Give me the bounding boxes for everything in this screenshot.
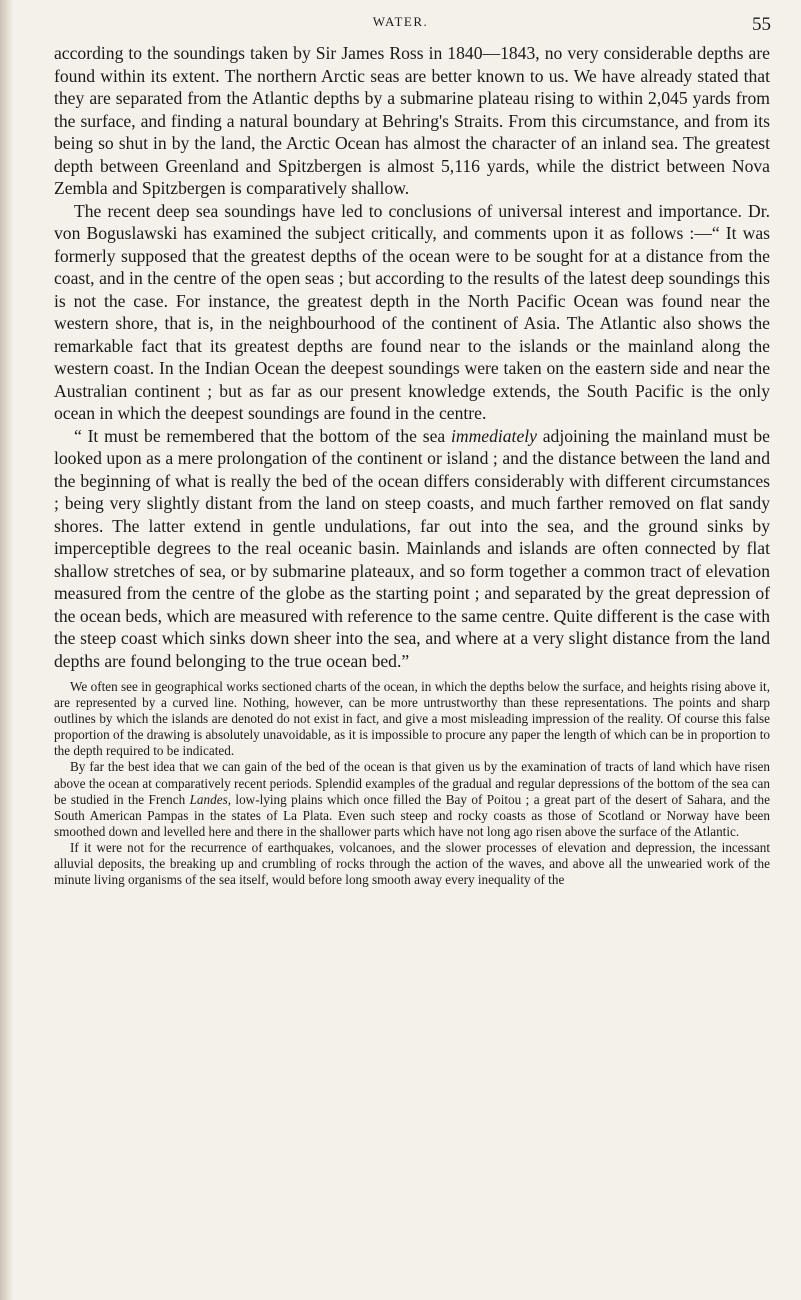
paragraph-3-text-b: adjoining the mainland must be looked upon as a mere prolongation of the continent or island ; and the distance between the land and the beginning of what is really the bed of the ocean differs considerably with different circumstances ; being very slightly distant from the land on steep coasts, and much farther removed on flat sandy shores. The latter extend in gentle undulations, far out into the sea, and the ground sinks by imperceptible degrees to the real oceanic basin. Mainlands and islands are often connected by flat shallow stretches of sea, or by submarine plateaux, and so form together a common tract of elevation measured from the centre of the globe as the starting point ; and separated by the great depression of the ocean beds, which are measured with reference to the same centre. Quite different is the case with the steep coast which sinks down sheer into the sea, and where at a very slight distance from the land depths are found belonging to the true ocean bed.”	[54, 425, 770, 671]
paragraph-3	[54, 425, 770, 673]
page-body	[54, 42, 770, 888]
paragraph-3-emphasis: immediately	[450, 425, 537, 446]
running-head: WATER.	[372, 14, 429, 29]
paragraph-5-text-a: By far the best idea that we can gain of the bed of the ocean is that given us by the examination of tracts of land which have risen above the ocean at comparatively recent periods. Splendid examples of the gradual and regular depressions of the bottom of the sea can be studied in the French	[54, 759, 770, 807]
paragraph-6: If it were not for the recurrence of earthquakes, volcanoes, and the slower processes of elevation and depression, the incessant alluvial deposits, the breaking up and crumbling of rocks through the action of the waves, and above all the unwearied work of the minute living organisms of the sea itself, would before long smooth away every inequality of the	[54, 839, 770, 888]
paragraph-3-text-a: “ It must be remembered that the bottom of the sea	[74, 425, 451, 446]
paragraph-5	[54, 759, 770, 839]
paragraph-5-text-b: , low-lying plains which once filled the Bay of Poitou ; a great part of the desert of Sahara, and the South American Pampas in the states of La Plata. Even such steep and rocky coasts as those of Scotland or Norway have been smoothed down and levelled here and there in the shallower parts which have not long ago risen above the surface of the Atlantic.	[54, 791, 771, 839]
paragraph-4: We often see in geographical works sectioned charts of the ocean, in which the depths below the surface, and heights rising above it, are represented by a curved line. Nothing, however, can be more untrustworthy than these representations. The points and sharp outlines by which the islands are denoted do not exist in fact, and give a most misleading impression of the reality. Of course this false proportion of the drawing is absolutely unavoidable, as it is impossible to procure any paper the length of which can be in proportion to the depth required to be indicated.	[54, 679, 770, 759]
paragraph-5-emphasis: Landes	[189, 791, 228, 807]
section-gap	[54, 672, 770, 679]
paragraph-1: according to the soundings taken by Sir James Ross in 1840—1843, no very considerable depths are found within its extent. The northern Arctic seas are better known to us. We have already stated that they are separated from the Atlantic depths by a submarine plateau rising to within 2,045 yards from the surface, and finding a natural boundary at Behring's Straits. From this circumstance, and from its being so shut in by the land, the Arctic Ocean has almost the character of an inland sea. The greatest depth between Greenland and Spitzbergen is almost 5,116 yards, while the district between Nova Zembla and Spitzbergen is comparatively shallow.	[54, 43, 770, 198]
page-number: 55	[752, 14, 771, 35]
paragraph-2: The recent deep sea soundings have led to conclusions of universal interest and importance. Dr. von Boguslawski has examined the subject critically, and comments upon it as follows :—“ It was formerly supposed that the greatest depths of the ocean were to be sought for at a distance from the coast, and in the centre of the open seas ; but according to the results of the latest deep soundings this is not the case. For instance, the greatest depth in the North Pacific Ocean was found near the western shore, that is, in the neighbourhood of the continent of Asia. The Atlantic also shows the remarkable fact that its greatest depths are found near to the islands or the mainland along the western coast. In the Indian Ocean the deepest soundings were taken on the eastern side and near the Australian continent ; but as far as our present knowledge extends, the South Pacific is the only ocean in which the deepest soundings are found in the centre.	[54, 200, 770, 423]
